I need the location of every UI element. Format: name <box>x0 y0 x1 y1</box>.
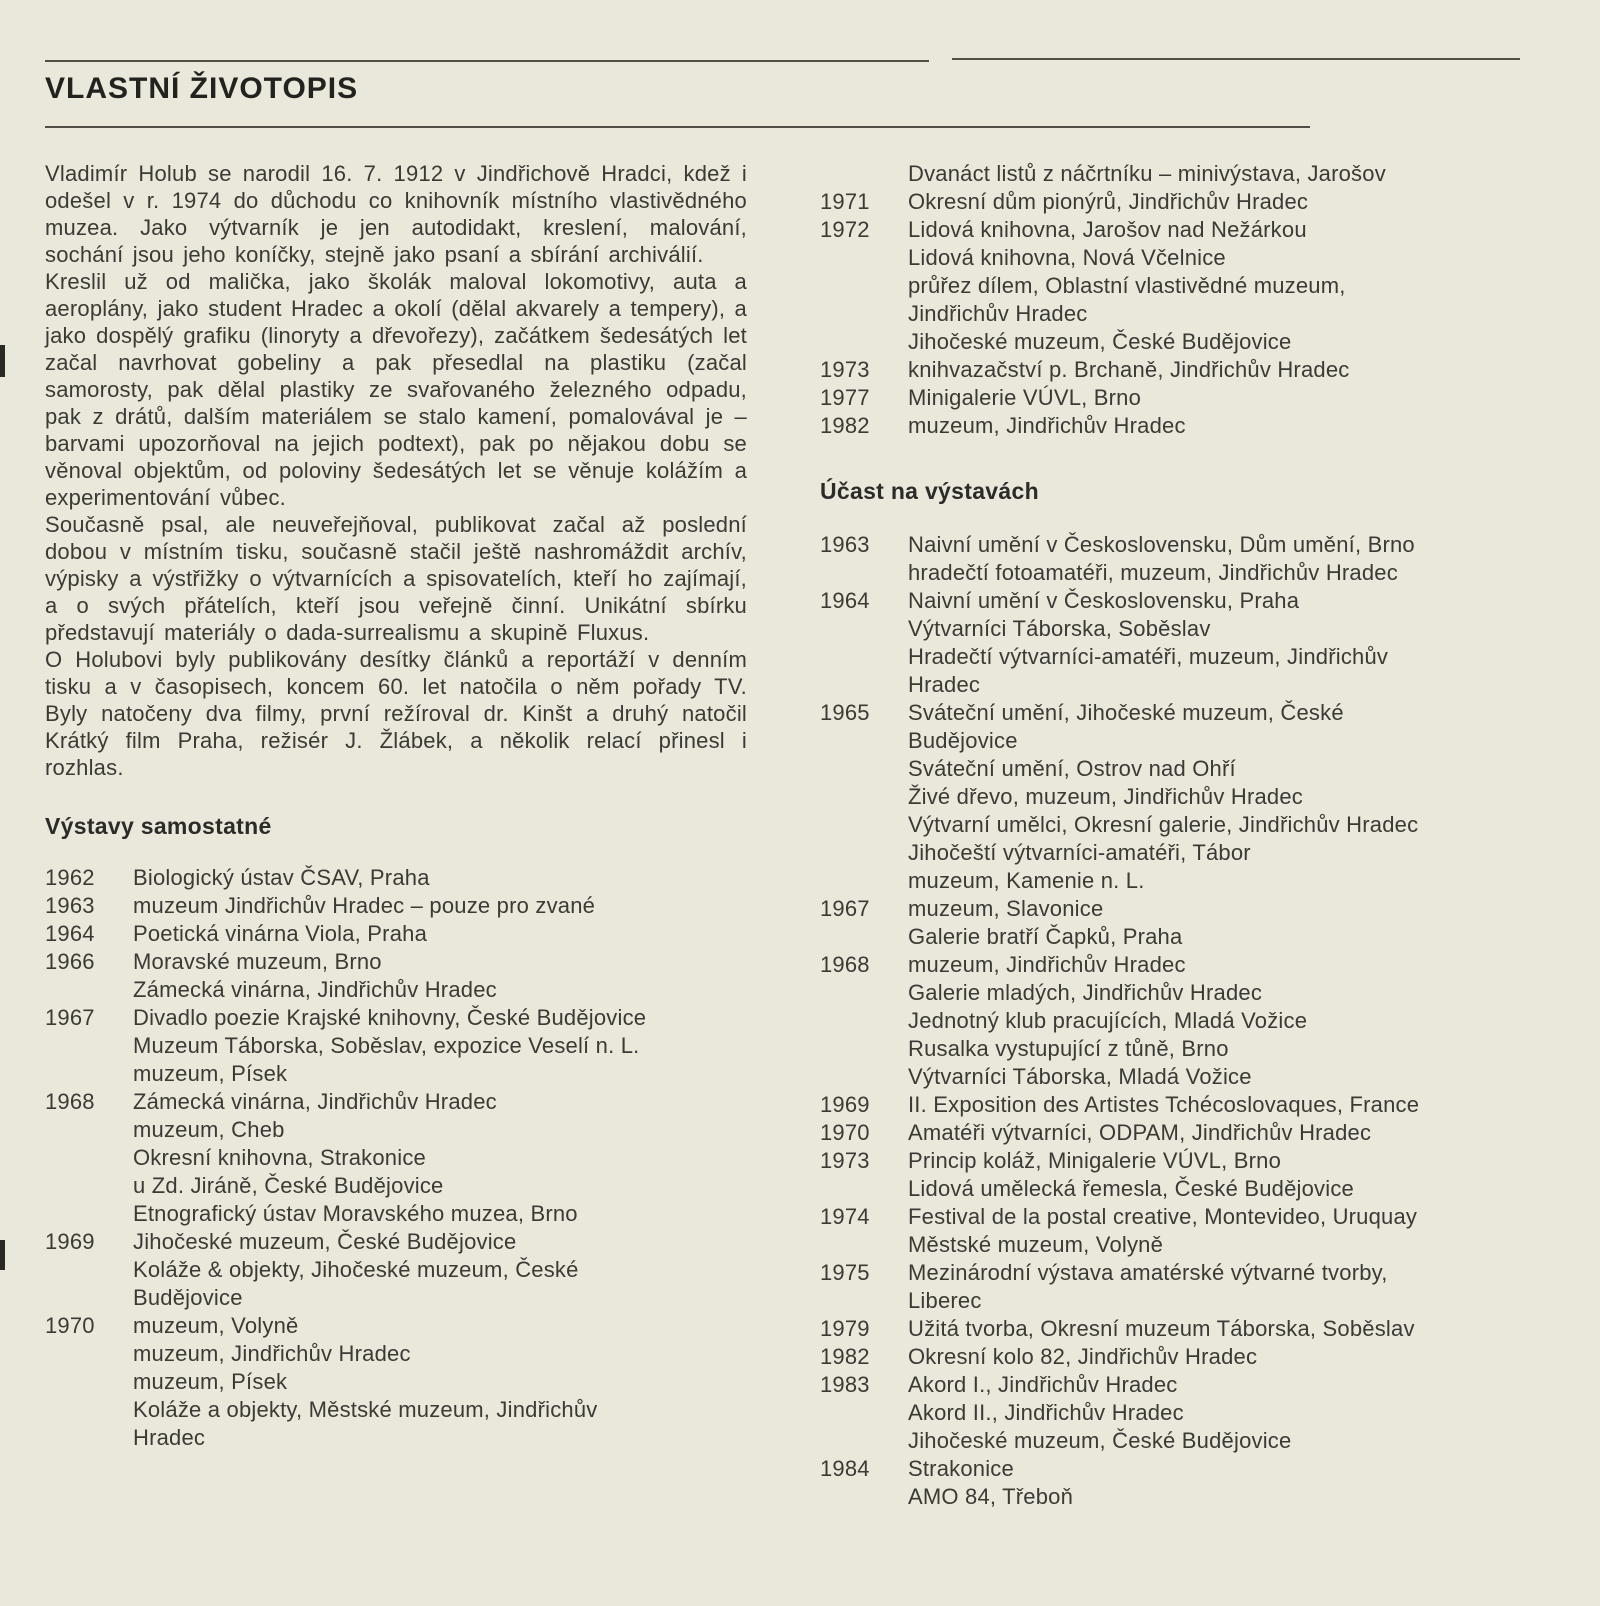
entry-year: 1965 <box>820 700 870 725</box>
entry-year <box>45 1284 133 1312</box>
entry-text: Výtvarníci Táborska, Soběslav <box>908 616 1211 641</box>
entry-text: Liberec <box>908 1288 982 1313</box>
entry-year: 1982 <box>820 1344 870 1369</box>
entry-year: 1974 <box>820 1204 870 1229</box>
entry-year <box>45 1396 133 1424</box>
exhibition-entry-row <box>820 1483 1522 1511</box>
exhibition-entry-row <box>820 188 1522 216</box>
entry-text: knihvazačství p. Brchaně, Jindřichův Hradec <box>908 357 1350 382</box>
entry-year: 1964 <box>45 921 95 946</box>
exhibition-entry-row <box>820 1007 1522 1035</box>
entry-text: muzeum Jindřichův Hradec – pouze pro zvané <box>133 893 596 918</box>
entry-year <box>820 671 908 699</box>
entry-year: 1970 <box>45 1313 95 1338</box>
entry-text: Akord I., Jindřichův Hradec <box>908 1372 1178 1397</box>
entry-text: Koláže & objekty, Jihočeské muzeum, České <box>133 1257 579 1282</box>
biography-paragraph: Kreslil už od malička, jako školák maloval lokomotivy, auta a aeroplány, jako student Hradec a okolí (dělal akvarely a tempery), a jako dospělý grafiku (linoryty a dřevořezy), začátkem šedesátých let začal navrhovat gobeliny a pak přesedlal na plastiku (začal samorosty, pak dělal plastiky ze svařovaného železného odpadu, pak z drátů, dalším materiálem se stalo kamení, pomalovával je – barvami upozorňoval na jejich podtext), pak po nějakou dobu se věnoval objektům, od poloviny šedesátých let se věnuje kolážím a experimentování vůbec. <box>45 269 747 510</box>
entry-text: Jihočeské muzeum, České Budějovice <box>908 1428 1292 1453</box>
exhibition-entry-row <box>45 1368 747 1396</box>
exhibition-entry-row <box>820 559 1522 587</box>
entry-text: Muzeum Táborska, Soběslav, expozice Veselí n. L. <box>133 1033 640 1058</box>
exhibition-entry-row <box>820 1343 1522 1371</box>
exhibition-entry-row <box>820 867 1522 895</box>
entry-text: muzeum, Cheb <box>133 1117 285 1142</box>
exhibition-entry-row <box>820 1259 1522 1287</box>
entry-year <box>820 1231 908 1259</box>
entry-text: Etnografický ústav Moravského muzea, Brno <box>133 1201 578 1226</box>
exhibition-entry-row <box>820 300 1522 328</box>
entry-year <box>820 328 908 356</box>
exhibition-entry-row <box>820 356 1522 384</box>
exhibition-entry-row <box>45 1088 747 1116</box>
exhibition-entry-row <box>820 1399 1522 1427</box>
exhibition-entry-row <box>820 615 1522 643</box>
horizontal-rule-under-title <box>45 126 1310 128</box>
exhibition-entry-row <box>820 895 1522 923</box>
exhibition-entry-row <box>820 1175 1522 1203</box>
entry-text: Hradec <box>133 1425 206 1450</box>
entry-text: Akord II., Jindřichův Hradec <box>908 1400 1184 1425</box>
entry-text: Jihočeské muzeum, České Budějovice <box>908 329 1292 354</box>
entry-year: 1973 <box>820 1148 870 1173</box>
exhibition-entry-row <box>45 1340 747 1368</box>
exhibition-entry-row <box>820 160 1522 188</box>
entry-year <box>820 811 908 839</box>
entry-year: 1973 <box>820 357 870 382</box>
exhibition-entry-row <box>45 1004 747 1032</box>
entry-year: 1970 <box>820 1120 870 1145</box>
entry-text: Sváteční umění, Jihočeské muzeum, České <box>908 700 1344 725</box>
entry-text: Dvanáct listů z náčrtníku – minivýstava, Jarošov <box>908 161 1386 186</box>
entry-text: Amatéři výtvarníci, ODPAM, Jindřichův Hradec <box>908 1120 1372 1145</box>
entry-text: muzeum, Jindřichův Hradec <box>908 413 1186 438</box>
exhibition-entry-row <box>820 384 1522 412</box>
entry-year <box>820 755 908 783</box>
entry-text: Městské muzeum, Volyně <box>908 1232 1164 1257</box>
entry-year <box>45 1256 133 1284</box>
entry-text: Sváteční umění, Ostrov nad Ohří <box>908 756 1236 781</box>
entry-text: muzeum, Kamenie n. L. <box>908 868 1145 893</box>
entry-text: muzeum, Písek <box>133 1061 288 1086</box>
entry-year <box>820 244 908 272</box>
exhibition-entry-row <box>820 1091 1522 1119</box>
entry-text: Výtvarníci Táborska, Mladá Vožice <box>908 1064 1252 1089</box>
entry-text: muzeum, Písek <box>133 1369 288 1394</box>
entry-text: Poetická vinárna Viola, Praha <box>133 921 428 946</box>
biography-paragraph: Vladimír Holub se narodil 16. 7. 1912 v Jindřichově Hradci, kdež i odešel v r. 1974 do důchodu co knihovník místního vlastivědného muzea. Jako výtvarník je jen autodidakt, kreslení, malování, sochání jsou jeho koníčky, stejně jako psaní a sbírání archiválií. <box>45 161 747 267</box>
exhibition-entry-row <box>45 1424 747 1452</box>
entry-year <box>820 783 908 811</box>
scan-artifact-mark <box>0 345 5 377</box>
entry-text: AMO 84, Třeboň <box>908 1484 1074 1509</box>
entry-text: Lidová knihovna, Nová Včelnice <box>908 245 1226 270</box>
entry-year <box>820 272 908 300</box>
exhibition-entry-row <box>820 755 1522 783</box>
entry-text: Živé dřevo, muzeum, Jindřichův Hradec <box>908 784 1303 809</box>
exhibition-entry-row <box>45 948 747 976</box>
exhibition-entry-row <box>820 1119 1522 1147</box>
entry-year: 1968 <box>820 952 870 977</box>
biography-paragraph: Současně psal, ale neuveřejňoval, publikovat začal až poslední dobou v místním tisku, současně stačil ještě nashromáždit archív, výpisky a výstřižky o výtvarnících a spisovatelích, kteří ho zajímají, a o svých přátelích, kteří jsou veřejně činní. Unikátní sbírku představují materiály o dada-surrealismu a skupině Fluxus. <box>45 512 747 645</box>
entry-text: Hradec <box>908 672 981 697</box>
entry-year <box>820 1287 908 1315</box>
exhibition-entry-row <box>820 1427 1522 1455</box>
entry-year: 1967 <box>45 1005 95 1030</box>
left-column <box>45 160 747 1452</box>
entry-year <box>820 1035 908 1063</box>
entry-year: 1975 <box>820 1260 870 1285</box>
group-exhibitions-list <box>820 531 1522 1511</box>
entry-year <box>45 1060 133 1088</box>
entry-text: Koláže a objekty, Městské muzeum, Jindřichův <box>133 1397 598 1422</box>
entry-text: Hradečtí výtvarníci-amatéři, muzeum, Jindřichův <box>908 644 1389 669</box>
entry-year: 1966 <box>45 949 95 974</box>
entry-text: Jihočeští výtvarníci-amatéři, Tábor <box>908 840 1251 865</box>
entry-text: Budějovice <box>133 1285 243 1310</box>
entry-text: Festival de la postal creative, Montevideo, Uruquay <box>908 1204 1418 1229</box>
exhibition-entry-row <box>820 587 1522 615</box>
exhibition-entry-row <box>45 1172 747 1200</box>
exhibition-entry-row <box>820 1035 1522 1063</box>
exhibition-entry-row <box>820 1371 1522 1399</box>
entry-year: 1969 <box>820 1092 870 1117</box>
entry-year <box>45 1340 133 1368</box>
exhibition-entry-row <box>45 1396 747 1424</box>
exhibition-entry-row <box>45 864 747 892</box>
entry-year <box>45 1172 133 1200</box>
entry-text: Výtvarní umělci, Okresní galerie, Jindřichův Hradec <box>908 812 1419 837</box>
entry-year <box>45 1116 133 1144</box>
exhibition-entry-row <box>820 643 1522 671</box>
entry-text: Zámecká vinárna, Jindřichův Hradec <box>133 977 497 1002</box>
exhibition-entry-row <box>45 976 747 1004</box>
entry-text: Jihočeské muzeum, České Budějovice <box>133 1229 517 1254</box>
solo-exhibitions-list-right <box>820 160 1522 440</box>
entry-text: Okresní knihovna, Strakonice <box>133 1145 426 1170</box>
entry-year: 1963 <box>45 893 95 918</box>
solo-exhibitions-heading: Výstavy samostatné <box>45 813 272 839</box>
entry-year <box>45 1144 133 1172</box>
entry-text: Galerie mladých, Jindřichův Hradec <box>908 980 1263 1005</box>
entry-text: Strakonice <box>908 1456 1014 1481</box>
exhibition-entry-row <box>820 839 1522 867</box>
exhibition-entry-row <box>820 1147 1522 1175</box>
entry-text: muzeum, Slavonice <box>908 896 1104 921</box>
exhibition-entry-row <box>45 1144 747 1172</box>
entry-year: 1967 <box>820 896 870 921</box>
entry-year <box>820 1399 908 1427</box>
entry-text: u Zd. Jiráně, České Budějovice <box>133 1173 444 1198</box>
right-column <box>820 160 1522 1511</box>
entry-year <box>820 160 908 188</box>
exhibition-entry-row <box>820 531 1522 559</box>
exhibition-entry-row <box>820 699 1522 727</box>
page-title: VLASTNÍ ŽIVOTOPIS <box>45 72 359 105</box>
group-exhibitions-heading: Účast na výstavách <box>820 478 1039 504</box>
entry-year <box>820 559 908 587</box>
biography-paragraph: O Holubovi byly publikovány desítky článků a reportáží v denním tisku a v časopisech, koncem 60. let natočila o něm pořady TV. Byly natočeny dva filmy, první režíroval dr. Kinšt a druhý natočil Krátký film Praha, režisér J. Žlábek, a několik relací přinesl i rozhlas. <box>45 647 747 780</box>
exhibition-entry-row <box>45 920 747 948</box>
entry-year: 1984 <box>820 1456 870 1481</box>
entry-text: Lidová knihovna, Jarošov nad Nežárkou <box>908 217 1307 242</box>
entry-text: Budějovice <box>908 728 1018 753</box>
exhibition-entry-row <box>45 1312 747 1340</box>
entry-year: 1982 <box>820 413 870 438</box>
exhibition-entry-row <box>820 671 1522 699</box>
entry-year <box>45 976 133 1004</box>
exhibition-entry-row <box>820 727 1522 755</box>
exhibition-entry-row <box>45 1200 747 1228</box>
entry-year <box>820 300 908 328</box>
entry-year <box>820 1427 908 1455</box>
entry-year <box>45 1200 133 1228</box>
entry-year: 1969 <box>45 1229 95 1254</box>
exhibition-entry-row <box>820 412 1522 440</box>
exhibition-entry-row <box>820 811 1522 839</box>
entry-year: 1962 <box>45 865 95 890</box>
exhibition-entry-row <box>820 1203 1522 1231</box>
exhibition-entry-row <box>45 892 747 920</box>
exhibition-entry-row <box>45 1060 747 1088</box>
entry-year: 1971 <box>820 189 870 214</box>
exhibition-entry-row <box>820 1287 1522 1315</box>
entry-text: Divadlo poezie Krajské knihovny, České Budějovice <box>133 1005 647 1030</box>
entry-text: Galerie bratří Čapků, Praha <box>908 924 1183 949</box>
entry-text: muzeum, Jindřichův Hradec <box>133 1341 411 1366</box>
entry-text: Zámecká vinárna, Jindřichův Hradec <box>133 1089 497 1114</box>
exhibition-entry-row <box>45 1116 747 1144</box>
exhibition-entry-row <box>45 1284 747 1312</box>
biography-paragraphs <box>45 160 747 781</box>
exhibition-entry-row <box>820 272 1522 300</box>
entry-text: Princip koláž, Minigalerie VÚVL, Brno <box>908 1148 1281 1173</box>
entry-text: průřez dílem, Oblastní vlastivědné muzeum, <box>908 273 1346 298</box>
solo-exhibitions-list-left <box>45 864 747 1452</box>
entry-year <box>820 1483 908 1511</box>
entry-year: 1983 <box>820 1372 870 1397</box>
horizontal-rule-top <box>45 60 929 62</box>
exhibition-entry-row <box>820 979 1522 1007</box>
entry-text: Okresní dům pionýrů, Jindřichův Hradec <box>908 189 1309 214</box>
scan-artifact-mark <box>0 1240 5 1270</box>
entry-text: Rusalka vystupující z tůně, Brno <box>908 1036 1229 1061</box>
entry-year: 1977 <box>820 385 870 410</box>
entry-year <box>820 643 908 671</box>
exhibition-entry-row <box>820 1063 1522 1091</box>
entry-text: Moravské muzeum, Brno <box>133 949 382 974</box>
horizontal-rule-top <box>952 58 1520 60</box>
entry-text: Naivní umění v Československu, Dům umění, Brno <box>908 532 1415 557</box>
entry-text: muzeum, Volyně <box>133 1313 299 1338</box>
entry-year: 1964 <box>820 588 870 613</box>
entry-text: Užitá tvorba, Okresní muzeum Táborska, Soběslav <box>908 1316 1415 1341</box>
entry-year <box>820 1007 908 1035</box>
exhibition-entry-row <box>45 1032 747 1060</box>
entry-year <box>820 923 908 951</box>
exhibition-entry-row <box>820 951 1522 979</box>
entry-year: 1972 <box>820 217 870 242</box>
exhibition-entry-row <box>820 1315 1522 1343</box>
entry-text: II. Exposition des Artistes Tchécoslovaques, France <box>908 1092 1420 1117</box>
entry-year <box>820 1175 908 1203</box>
exhibition-entry-row <box>45 1256 747 1284</box>
entry-text: hradečtí fotoamatéři, muzeum, Jindřichův Hradec <box>908 560 1398 585</box>
exhibition-entry-row <box>820 1231 1522 1259</box>
entry-year: 1963 <box>820 532 870 557</box>
exhibition-entry-row <box>820 216 1522 244</box>
entry-text: Naivní umění v Československu, Praha <box>908 588 1300 613</box>
entry-text: Okresní kolo 82, Jindřichův Hradec <box>908 1344 1258 1369</box>
entry-text: Minigalerie VÚVL, Brno <box>908 385 1142 410</box>
entry-text: muzeum, Jindřichův Hradec <box>908 952 1186 977</box>
entry-text: Lidová umělecká řemesla, České Budějovice <box>908 1176 1354 1201</box>
exhibition-entry-row <box>820 328 1522 356</box>
entry-year <box>820 839 908 867</box>
exhibition-entry-row <box>820 1455 1522 1483</box>
entry-year <box>820 867 908 895</box>
entry-year: 1968 <box>45 1089 95 1114</box>
entry-year <box>820 1063 908 1091</box>
entry-year <box>820 727 908 755</box>
entry-text: Biologický ústav ČSAV, Praha <box>133 865 430 890</box>
exhibition-entry-row <box>820 783 1522 811</box>
entry-text: Jednotný klub pracujících, Mladá Vožice <box>908 1008 1308 1033</box>
entry-year <box>820 979 908 1007</box>
entry-text: Mezinárodní výstava amatérské výtvarné tvorby, <box>908 1260 1388 1285</box>
exhibition-entry-row <box>820 244 1522 272</box>
entry-year <box>820 615 908 643</box>
entry-text: Jindřichův Hradec <box>908 301 1088 326</box>
entry-year <box>45 1368 133 1396</box>
exhibition-entry-row <box>820 923 1522 951</box>
entry-year: 1979 <box>820 1316 870 1341</box>
entry-year <box>45 1424 133 1452</box>
exhibition-entry-row <box>45 1228 747 1256</box>
entry-year <box>45 1032 133 1060</box>
